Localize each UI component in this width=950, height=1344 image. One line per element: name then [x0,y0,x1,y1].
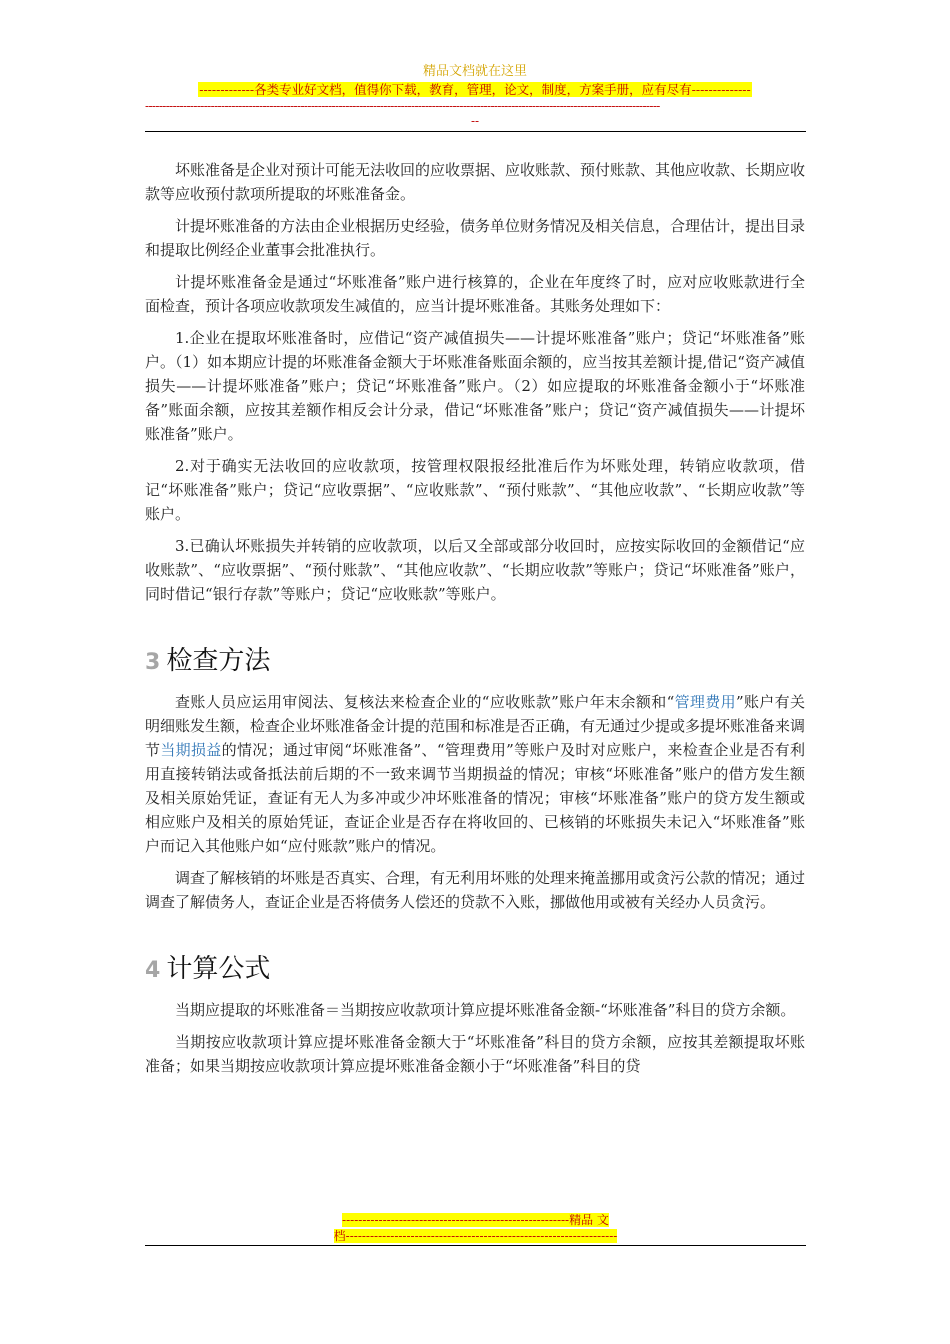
paragraph [145,690,805,858]
footer-rule [145,1245,806,1246]
paragraph: 计提坏账准备金是通过“坏账准备”账户进行核算的，企业在年度终了时，应对应收账款进行全面检查，预计各项应收款项发生减值的，应当计提坏账准备。其账务处理如下： [145,273,805,315]
header-banner [0,81,950,98]
paragraph: 计提坏账准备的方法由企业根据历史经验，债务单位财务情况及相关信息，合理估计，提出目录和提取比例经企业董事会批准执行。 [145,217,806,259]
header-title: 精品文档就在这里 [422,64,527,79]
header-dash-line: ----------------------------------------------------------------------------------------------------------------------------------------------------- [145,99,660,113]
text-run: 的情况；通过审阅“坏账准备”、“管理费用”等账户及时对应账户，来检查企业是否有利用直接转销法或备抵法前后期的不一致来调节当期损益的情况；审核“坏账准备”账户的借方发生额及相关原始凭证，查证有无人为多冲或少冲坏账准备的情况；审核“坏账准备”账户的贷方发生额或相应账户及相关的原始凭证，查证企业是否存在将收回的、已核销的坏账损失未记入“坏账准备”账户而记入其他账户如“应付账款”账户的情况。 [145,741,805,855]
text-run: 查账人员应运用审阅法、复核法来检查企业的“应收账款”账户年末余额和“ [175,693,675,711]
footer-text-1: --------------------------------------------------------精品 文 [342,1213,609,1227]
text-run: ”账户有关明细账发生额，检查企业坏账准备金计提的范围和标准是否正确，有无通过少提或多提坏账准备来调节 [145,693,806,759]
footer-line-1 [145,1212,806,1228]
header-dash-tail: -- [470,114,480,128]
section-heading-3 [145,642,805,682]
section-title: 计算公式 [166,954,271,984]
document-body [145,158,805,1086]
paragraph: 2.对于确实无法收回的应收款项，按管理权限报经批准后作为坏账处理，转销应收款项，借记“坏账准备”账户；贷记“应收票据”、“应收账款”、“预付账款”、“其他应收款”、“长期应收款”等账户。 [145,457,805,523]
header-banner-text: -------------各类专业好文档，值得你下载，教育，管理，论文，制度，方案手册，应有尽有-------------- [199,82,751,97]
section-heading-4 [145,950,805,990]
paragraph: 调查了解核销的坏账是否真实、合理，有无利用坏账的处理来掩盖挪用或贪污公款的情况；通过调查了解债务人，查证企业是否将债务人偿还的贷款不入账，挪做他用或被有关经办人员贪污。 [145,869,806,911]
link-current-profit-loss[interactable]: 当期损益 [160,741,222,759]
link-management-expense[interactable]: 管理费用 [674,693,736,711]
section-number: 3 [145,650,161,675]
footer-text-2: 档------------------------------------------------------------------- [333,1229,618,1243]
paragraph: 当期应提取的坏账准备＝当期按应收款项计算应提坏账准备金额-“坏账准备”科目的贷方余额。 [175,1001,796,1019]
paragraph: 坏账准备是企业对预计可能无法收回的应收票据、应收账款、预付账款、其他应收款、长期应收款等应收预付款项所提取的坏账准备金。 [145,161,806,203]
footer-line-2 [145,1228,806,1244]
paragraph: 1.企业在提取坏账准备时，应借记“资产减值损失——计提坏账准备”账户；贷记“坏账准备”账户。（1）如本期应计提的坏账准备金额大于坏账准备账面余额的，应当按其差额计提,借记“资产减值损失——计提坏账准备”账户；贷记“坏账准备”账户。（2）如应提取的坏账准备金额小于“坏账准备”账面余额，应按其差额作相反会计分录，借记“坏账准备”账户；贷记“资产减值损失——计提坏账准备”账户。 [145,329,805,443]
header-rule [145,131,806,132]
footer [145,1212,806,1244]
section-title: 检查方法 [166,646,271,676]
section-number: 4 [145,958,161,983]
paragraph: 当期按应收款项计算应提坏账准备金额大于“坏账准备”科目的贷方余额，应按其差额提取坏账准备；如果当期按应收款项计算应提坏账准备金额小于“坏账准备”科目的贷 [145,1033,805,1075]
paragraph: 3.已确认坏账损失并转销的应收款项，以后又全部或部分收回时，应按实际收回的金额借记“应收账款”、“应收票据”、“预付账款”、“其他应收款”、“长期应收款”等账户；贷记“坏账准备”账户，同时借记“银行存款”等账户；贷记“应收账款”等账户。 [145,537,805,603]
